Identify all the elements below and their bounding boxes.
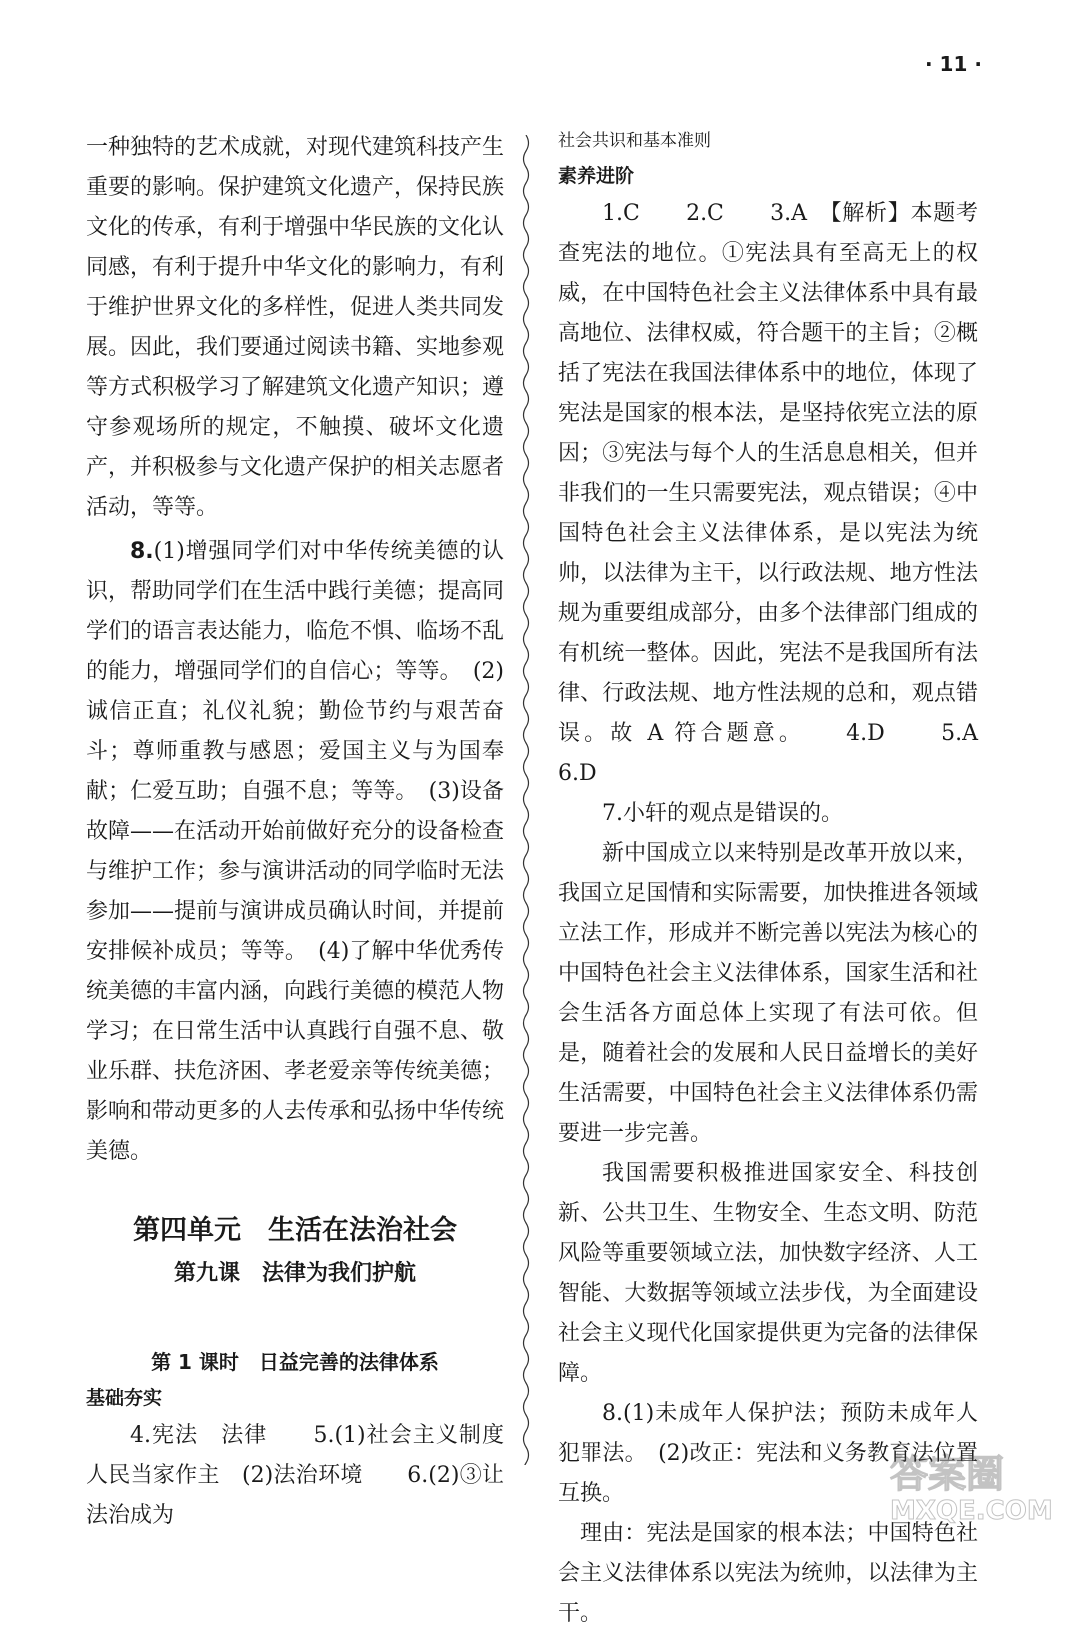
question-number: 8. (130, 539, 154, 564)
lesson-title: 第九课 法律为我们护航 (173, 1261, 416, 1286)
section-heading-basic: 基础夯实 (86, 1387, 163, 1409)
basic-answers: 4.宪法 法律 5.(1)社会主义制度 人民当家作主 (2)法治环境 6.(2)③让法治成为 (86, 1423, 527, 1528)
continued-line: 社会共识和基本准则 (558, 131, 711, 151)
period-title: 第 1 课时 日益完善的法律体系 (151, 1350, 439, 1374)
question-8-answer (86, 532, 504, 1172)
right-column (558, 128, 1023, 1634)
advance-answers: 1.C 2.C 3.A 【解析】本题考查宪法的地位。①宪法具有至高无上的权威，在中国特色社会主义法律体系中具有最高地位、法律权威，符合题干的主旨；②概括了宪法在我国法律体系中的地位，体现了宪法是国家的根本法，是坚持依宪立法的原因；③宪法与每个人的生活息息相关，但并非我们的一生只需要宪法，观点错误；④中国特色社会主义法律体系，是以宪法为统帅，以法律为主干，以行政法规、地方性法规为重要组成部分，由多个法律部门组成的有机统一整体。因此，宪法不是我国所有法律、行政法规、地方性法规的总和，观点错误。故 A 符合题意。 4.D 5.A 6.D (558, 201, 1023, 786)
page-number: · 11 · (925, 52, 982, 76)
watermark-logo (880, 1445, 1060, 1525)
continued-paragraph: 一种独特的艺术成就，对现代建筑科技产生重要的影响。保护建筑文化遗产，保持民族文化的传承，有利于增强中华民族的文化认同感，有利于提升中华文化的影响力，有利于维护世界文化的多样性，促进人类共同发展。因此，我们要通过阅读书籍、实地参观等方式积极学习了解建筑文化遗产知识；遵守参观场所的规定，不触摸、破坏文化遗产，并积极参与文化遗产保护的相关志愿者活动，等等。 (86, 135, 505, 520)
question-8-reason: 理由：宪法是国家的根本法；中国特色社会主义法律体系以宪法为统帅，以法律为主干。 (558, 1521, 978, 1626)
left-column (86, 128, 527, 1536)
watermark-text-en: MXQE.COM (890, 1496, 1053, 1525)
question-8-text: (1)增强同学们对中华传统美德的认识，帮助同学们在生活中践行美德；提高同学们的语言表达能力，临危不惧、临场不乱的能力，增强同学们的自信心；等等。 (2)诚信正直；礼仪礼貌；勤俭节约与艰苦奋斗；尊师重教与感恩；爱国主义与为国奉献；仁爱互助；自强不息；等等。 (3)设备故障——在活动开始前做好充分的设备检查与维护工作；参与演讲活动的同学临时无法参加——提前与演讲成员确认时间，并提前安排候补成员；等等。 (4)了解中华优秀传统美德的丰富内涵，向践行美德的模范人物学习；在日常生活中认真践行自强不息、敬业乐群、扶危济困、孝老爱亲等传统美德；影响和带动更多的人去传承和弘扬中华传统美德。 (86, 539, 505, 1164)
question-8-line: 8.(1)未成年人保护法；预防未成年人犯罪法。 (2)改正：宪法和义务教育法位置互换。 (558, 1401, 978, 1506)
watermark-text-cn: 答案圈 (890, 1452, 1005, 1496)
section-heading-advance: 素养进阶 (558, 165, 635, 187)
question-7-line: 7.小轩的观点是错误的。 (602, 801, 843, 826)
unit-title: 第四单元 生活在法治社会 (133, 1215, 457, 1246)
question-7-paragraph-2: 我国需要积极推进国家安全、科技创新、公共卫生、生物安全、生态文明、防范风险等重要领域立法，加快数字经济、人工智能、大数据等领域立法步伐，为全面建设社会主义现代化国家提供更为完备的法律保障。 (558, 1161, 978, 1386)
column-divider (520, 135, 532, 1465)
question-7-paragraph-1: 新中国成立以来特别是改革开放以来，我国立足国情和实际需要，加快推进各领域立法工作，形成并不断完善以宪法为核心的中国特色社会主义法律体系，国家生活和社会生活各方面总体上实现了有法可依。但是，随着社会的发展和人民日益增长的美好生活需要，中国特色社会主义法律体系仍需要进一步完善。 (558, 841, 978, 1146)
